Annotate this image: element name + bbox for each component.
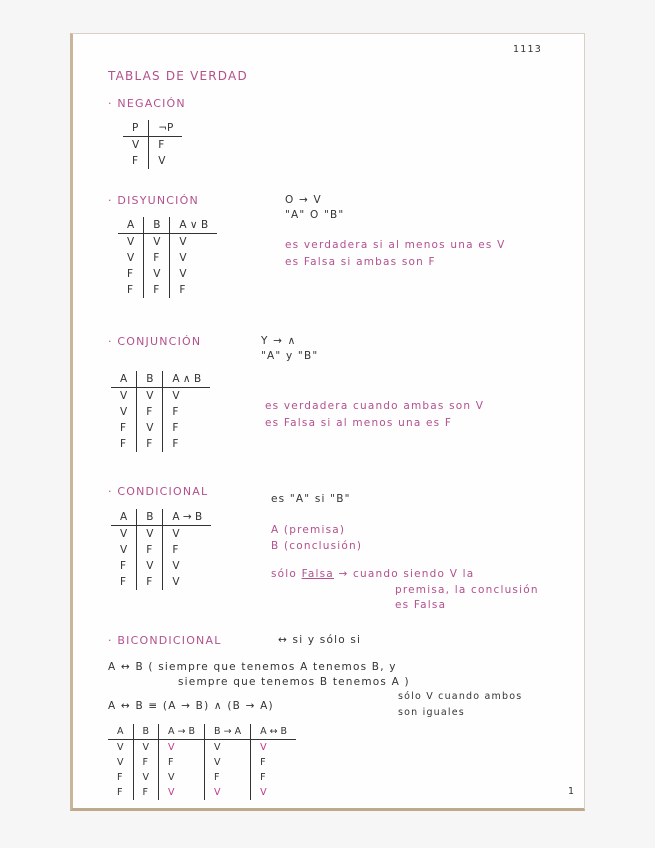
cell: F bbox=[137, 542, 163, 558]
bicondicional-def-1: A ↔ B ( siempre que tenemos A tenemos B, y bbox=[108, 661, 397, 673]
cell: V bbox=[170, 266, 217, 282]
table-row bbox=[118, 250, 217, 266]
heading-conjuncion: · CONJUNCIÓN bbox=[108, 335, 202, 348]
table-row bbox=[111, 574, 211, 590]
heading-negacion: · NEGACIÓN bbox=[108, 97, 186, 110]
cell: V bbox=[132, 139, 140, 151]
bicondicional-symbol-note: ↔ si y sólo si bbox=[278, 634, 362, 646]
table-row bbox=[111, 420, 210, 436]
table-conjuncion bbox=[111, 371, 210, 452]
table-row bbox=[111, 388, 210, 405]
cell: V bbox=[159, 740, 205, 756]
heading-bicondicional: · BICONDICIONAL bbox=[108, 634, 222, 647]
cell: V bbox=[120, 544, 128, 556]
condicional-conclusion: B (conclusión) bbox=[271, 540, 363, 552]
table-row bbox=[108, 785, 296, 800]
cell: V bbox=[251, 740, 297, 756]
cell: V bbox=[117, 757, 124, 768]
table-row bbox=[111, 526, 211, 543]
cell: F bbox=[120, 422, 127, 434]
cell: V bbox=[120, 528, 128, 540]
cell: F bbox=[251, 770, 297, 785]
th: A → B bbox=[159, 724, 205, 740]
th: B bbox=[137, 509, 163, 526]
condicional-rule bbox=[271, 568, 474, 580]
cell: V bbox=[163, 526, 211, 543]
cell: F bbox=[120, 560, 127, 572]
th: A bbox=[118, 217, 144, 234]
rule-desc-1: → cuando siendo V la bbox=[338, 568, 475, 580]
th: B bbox=[133, 724, 159, 740]
table-row bbox=[111, 436, 210, 452]
cell: F bbox=[163, 436, 210, 452]
cell: V bbox=[159, 785, 205, 800]
cell: V bbox=[127, 252, 135, 264]
cell: F bbox=[144, 282, 170, 298]
cell: F bbox=[144, 250, 170, 266]
disyuncion-desc-2: es Falsa si ambas son F bbox=[285, 256, 436, 268]
condicional-premisa: A (premisa) bbox=[271, 524, 346, 536]
th: A → B bbox=[163, 509, 211, 526]
falsa-text: Falsa bbox=[301, 568, 334, 580]
table-row bbox=[123, 137, 182, 154]
heading-condicional: · CONDICIONAL bbox=[108, 485, 209, 498]
solo-text: sólo bbox=[271, 568, 298, 580]
cell: F bbox=[137, 436, 163, 452]
cell: V bbox=[144, 266, 170, 282]
disyuncion-symbol-note: O → V bbox=[285, 194, 322, 206]
disyuncion-desc-1: es verdadera si al menos una es V bbox=[285, 239, 506, 251]
cell: V bbox=[149, 153, 183, 169]
bicondicional-def-2: siempre que tenemos B tenemos A ) bbox=[178, 676, 410, 688]
table-row bbox=[111, 558, 211, 574]
cell: V bbox=[205, 755, 251, 770]
cell: F bbox=[205, 770, 251, 785]
table-condicional bbox=[111, 509, 211, 590]
notebook-page bbox=[70, 33, 585, 811]
bicondicional-note-1: sólo V cuando ambos bbox=[398, 691, 523, 702]
cell: V bbox=[117, 742, 124, 753]
table-disyuncion bbox=[118, 217, 217, 298]
th: A ∨ B bbox=[170, 217, 217, 234]
cell: V bbox=[137, 388, 163, 405]
cell: V bbox=[159, 770, 205, 785]
th: P bbox=[123, 120, 149, 137]
heading-disyuncion: · DISYUNCIÓN bbox=[108, 194, 199, 207]
th: B → A bbox=[205, 724, 251, 740]
cell: V bbox=[163, 574, 211, 590]
conjuncion-read-as: "A" y "B" bbox=[261, 350, 319, 362]
conjuncion-desc-2: es Falsa si al menos una es F bbox=[265, 417, 453, 429]
table-row bbox=[108, 755, 296, 770]
disyuncion-read-as: "A" O "B" bbox=[285, 209, 345, 221]
cell: V bbox=[137, 558, 163, 574]
cell: V bbox=[205, 740, 251, 756]
th: A ↔ B bbox=[251, 724, 297, 740]
cell: F bbox=[159, 755, 205, 770]
corner-page-mark: 1 bbox=[568, 786, 576, 797]
cell: F bbox=[133, 755, 159, 770]
cell: V bbox=[163, 388, 210, 405]
cell: F bbox=[251, 755, 297, 770]
cell: F bbox=[117, 772, 123, 783]
th: A bbox=[111, 509, 137, 526]
table-row bbox=[108, 770, 296, 785]
page-number: 1113 bbox=[513, 44, 542, 55]
cell: F bbox=[149, 137, 183, 154]
table-row bbox=[118, 282, 217, 298]
cell: F bbox=[120, 438, 127, 450]
cell: V bbox=[170, 234, 217, 251]
th: A bbox=[108, 724, 133, 740]
table-row bbox=[111, 404, 210, 420]
bicondicional-equivalence: A ↔ B ≡ (A → B) ∧ (B → A) bbox=[108, 700, 274, 712]
th: B bbox=[144, 217, 170, 234]
cell: V bbox=[137, 420, 163, 436]
cell: F bbox=[132, 155, 139, 167]
th: A ∧ B bbox=[163, 371, 210, 388]
condicional-read-as: es "A" si "B" bbox=[271, 493, 351, 505]
cell: V bbox=[205, 785, 251, 800]
cell: V bbox=[144, 234, 170, 251]
condicional-desc-3: es Falsa bbox=[395, 599, 447, 611]
th: ¬P bbox=[149, 120, 183, 137]
page-title: TABLAS DE VERDAD bbox=[108, 69, 248, 83]
th: A bbox=[111, 371, 137, 388]
cell: F bbox=[163, 404, 210, 420]
cell: V bbox=[133, 740, 159, 756]
cell: F bbox=[137, 404, 163, 420]
table-row bbox=[118, 234, 217, 251]
cell: F bbox=[127, 268, 134, 280]
cell: F bbox=[117, 787, 123, 798]
cell: F bbox=[120, 576, 127, 588]
bicondicional-note-2: son iguales bbox=[398, 707, 465, 718]
table-row bbox=[123, 153, 182, 169]
condicional-desc-2: premisa, la conclusión bbox=[395, 584, 539, 596]
cell: V bbox=[133, 770, 159, 785]
table-row bbox=[118, 266, 217, 282]
table-negacion bbox=[123, 120, 182, 169]
cell: F bbox=[127, 284, 134, 296]
cell: V bbox=[127, 236, 135, 248]
cell: F bbox=[170, 282, 217, 298]
th: B bbox=[137, 371, 163, 388]
table-row bbox=[108, 740, 296, 756]
cell: F bbox=[133, 785, 159, 800]
cell: V bbox=[120, 406, 128, 418]
cell: V bbox=[120, 390, 128, 402]
cell: V bbox=[137, 526, 163, 543]
cell: F bbox=[137, 574, 163, 590]
cell: F bbox=[163, 542, 211, 558]
cell: V bbox=[251, 785, 297, 800]
table-bicondicional bbox=[108, 724, 296, 800]
conjuncion-desc-1: es verdadera cuando ambas son V bbox=[265, 400, 485, 412]
table-row bbox=[111, 542, 211, 558]
cell: F bbox=[163, 420, 210, 436]
cell: V bbox=[163, 558, 211, 574]
conjuncion-symbol-note: Y → ∧ bbox=[261, 335, 297, 347]
cell: V bbox=[170, 250, 217, 266]
